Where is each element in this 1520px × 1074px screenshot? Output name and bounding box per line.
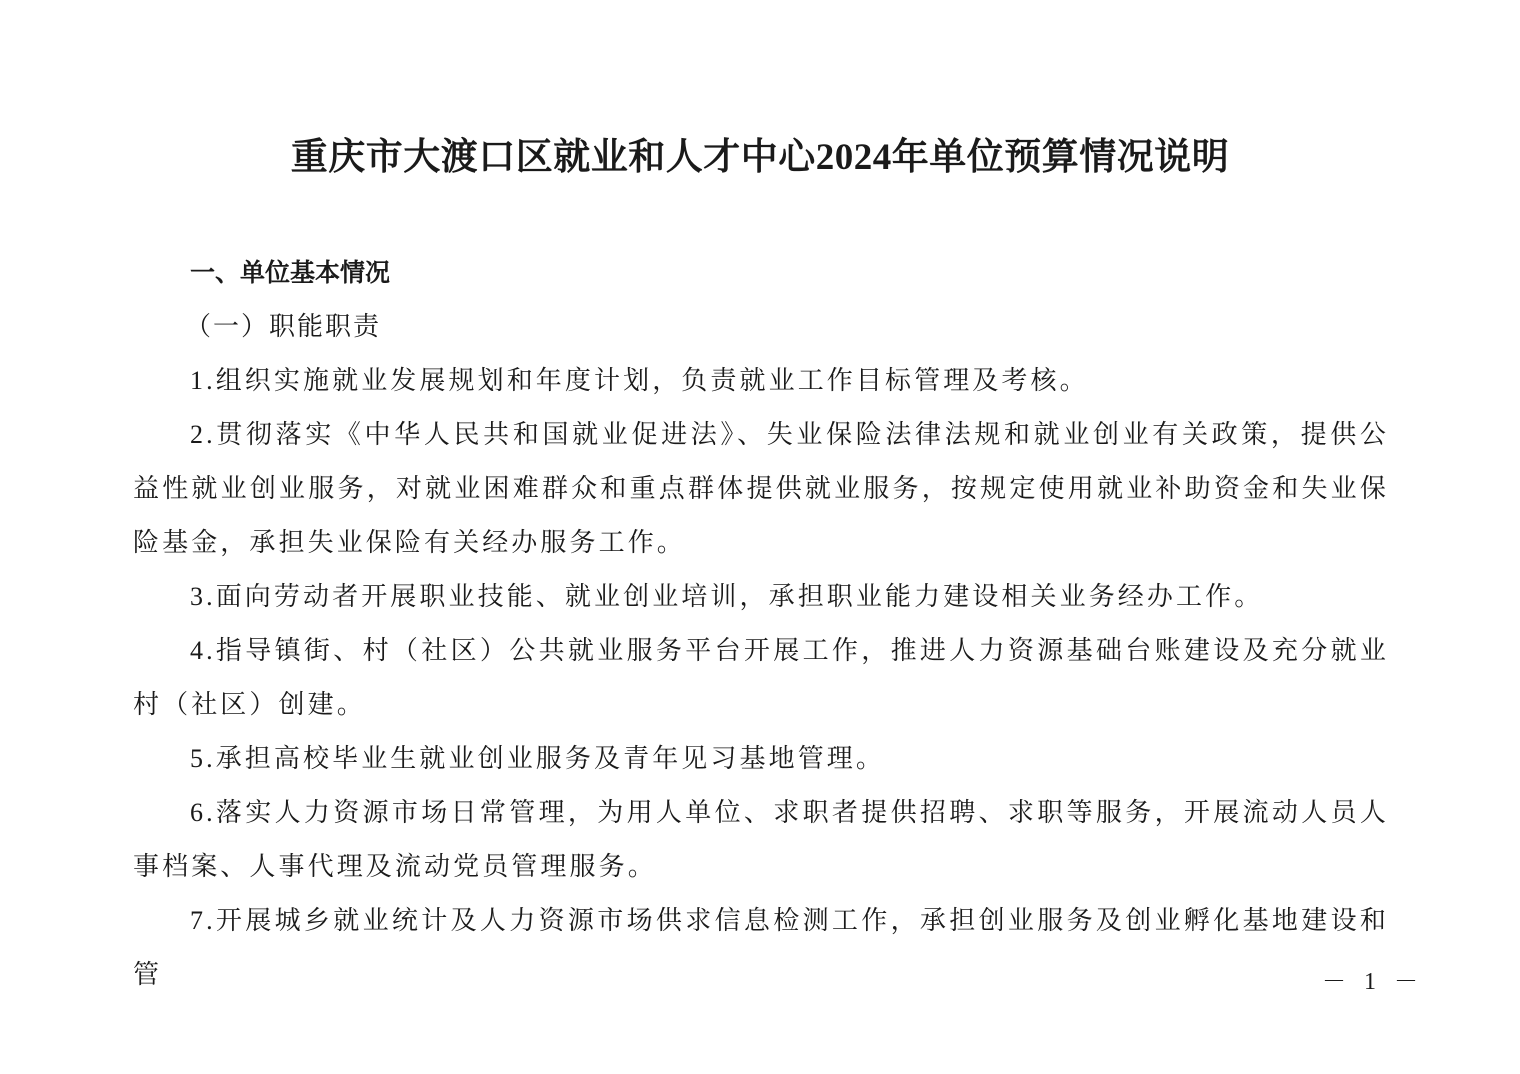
page-number: － 1 － [1322, 969, 1424, 995]
document-body [133, 246, 1389, 1002]
duty-item-5: 5.承担高校毕业生就业创业服务及青年见习基地管理。 [190, 744, 886, 773]
duty-item-2: 2.贯彻落实《中华人民共和国就业促进法》、失业保险法律法规和就业创业有关政策，提供公益性就业创业服务，对就业困难群众和重点群体提供就业服务，按规定使用就业补助资金和失业保险基金，承担失业保险有关经办服务工作。 [133, 420, 1389, 557]
subsection-heading: （一）职能职责 [185, 312, 382, 341]
section-heading: 一、单位基本情况 [190, 259, 391, 287]
duty-item-3: 3.面向劳动者开展职业技能、就业创业培训，承担职业能力建设相关业务经办工作。 [190, 582, 1264, 611]
duty-item-1: 1.组织实施就业发展规划和年度计划，负责就业工作目标管理及考核。 [190, 366, 1089, 395]
duty-item-7: 7.开展城乡就业统计及人力资源市场供求信息检测工作，承担创业服务及创业孵化基地建设和管 [133, 906, 1389, 989]
duty-item-4: 4.指导镇街、村（社区）公共就业服务平台开展工作，推进人力资源基础台账建设及充分就业村（社区）创建。 [133, 636, 1389, 719]
document-title: 重庆市大渡口区就业和人才中心2024年单位预算情况说明 [290, 137, 1230, 178]
duty-item-6: 6.落实人力资源市场日常管理，为用人单位、求职者提供招聘、求职等服务，开展流动人员人事档案、人事代理及流动党员管理服务。 [133, 798, 1389, 881]
